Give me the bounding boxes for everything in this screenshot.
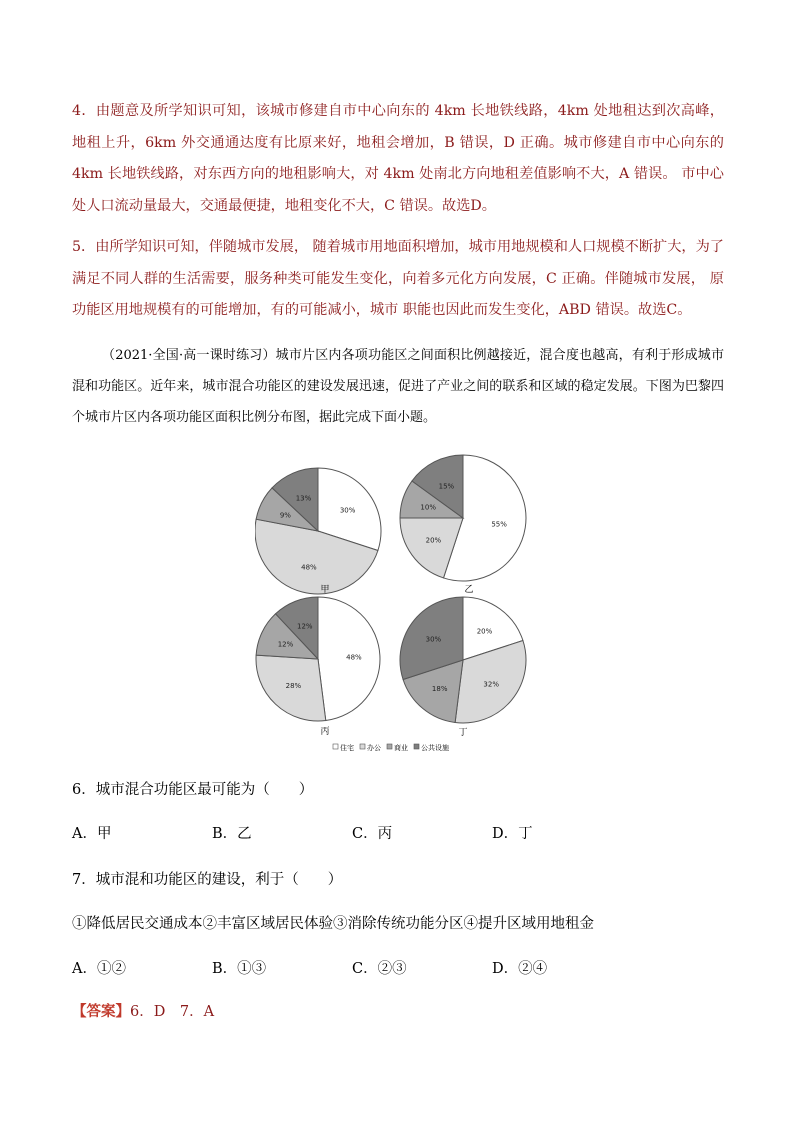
option-7-b[interactable]: B．①③: [212, 961, 267, 977]
pie-3-label-0: 20%: [476, 627, 493, 636]
pie-0-label-2: 9%: [279, 511, 291, 520]
legend-swatch-1: [360, 744, 365, 749]
question-7-options: [72, 957, 632, 978]
pie-1-name: 乙: [464, 585, 474, 595]
pie-1-label-2: 10%: [420, 503, 436, 512]
pie-2-label-0: 48%: [346, 653, 362, 662]
option-7-c[interactable]: C．②③: [352, 961, 407, 977]
question-6-options: [72, 822, 632, 843]
legend-label-2: 商业: [394, 744, 408, 752]
legend-swatch-0: [333, 744, 338, 749]
legend-label-1: 办公: [367, 744, 381, 752]
question-6: 6．城市混合功能区最可能为（ ）: [72, 782, 314, 798]
pie-1-label-0: 55%: [491, 520, 507, 529]
legend-swatch-2: [387, 744, 392, 749]
answer-explanation-5: 5．由所学知识可知，伴随城市发展， 随着城市用地面积增加，城市用地规模和人口规模不断扩大，为了满足不同人群的生活需要，服务种类可能发生变化，向着多元化方向发展，C 正确。伴随城市发展， 原功能区用地规模有的可能增加，有的可能减小，城市 职能也因此而发生变化，ABD 错误。故选C。: [72, 239, 724, 318]
pie-3-label-3: 30%: [425, 635, 442, 644]
pie-1-label-3: 15%: [438, 482, 455, 491]
question-7: 7．城市混和功能区的建设，利于（ ）: [72, 872, 343, 888]
pie-2-label-2: 12%: [277, 640, 294, 649]
pie-0-label-3: 13%: [295, 494, 312, 503]
legend-label-3: 公共设施: [421, 744, 449, 752]
option-6-a[interactable]: A．甲: [72, 826, 112, 842]
pie-2-label-1: 28%: [285, 682, 302, 691]
option-6-d[interactable]: D．丁: [492, 826, 533, 842]
answer-line: [72, 1000, 214, 1021]
option-6-c[interactable]: C．丙: [352, 826, 393, 842]
pie-1-label-1: 20%: [425, 536, 442, 545]
question-7-statements: ①降低居民交通成本②丰富区域居民体验③消除传统功能分区④提升区域用地租金: [72, 916, 594, 932]
answer-explanation-4: 4．由题意及所学知识可知，该城市修建自市中心向东的 4km 长地铁线路，4km 处地租达到次高峰，地租上升，6km 外交通通达度有比原来好，地租会增加，B 错误，D 正确。城市修建自市中心向东的 4km 长地铁线路，对东西方向的地租影响大，对 4km 处南北方向地租差值影响不大，A 错误。 市中心处人口流动量最大，交通最便捷，地租变化不大，C 错误。故选D。: [72, 103, 724, 214]
legend-swatch-3: [414, 744, 419, 749]
answer-text: 6．D 7．A: [130, 1004, 215, 1020]
pie-3-label-2: 18%: [431, 685, 448, 694]
pie-charts-figure: [255, 450, 545, 758]
legend-label-0: 住宅: [340, 744, 354, 752]
option-6-b[interactable]: B．乙: [212, 826, 252, 842]
question-stem: （2021·全国·高一课时练习）城市片区内各项功能区之间面积比例越接近，混合度也越高，有利于形成城市混和功能区。近年来，城市混合功能区的建设发展迅速，促进了产业之间的联系和区域的稳定发展。下图为巴黎四个城市片区内各项功能区面积比例分布图，据此完成下面小题。: [72, 348, 724, 425]
answer-tag: 【答案】: [72, 1003, 130, 1020]
pie-0-name: 甲: [320, 585, 330, 595]
pie-0-label-1: 48%: [301, 563, 317, 572]
option-7-a[interactable]: A．①②: [72, 961, 126, 977]
pie-2-label-3: 12%: [297, 622, 313, 631]
pie-3-name: 丁: [458, 728, 468, 738]
pie-0-label-0: 30%: [339, 506, 356, 515]
pie-2-name: 丙: [320, 727, 330, 737]
option-7-d[interactable]: D．②④: [492, 961, 548, 977]
pie-3-label-1: 32%: [483, 680, 499, 689]
